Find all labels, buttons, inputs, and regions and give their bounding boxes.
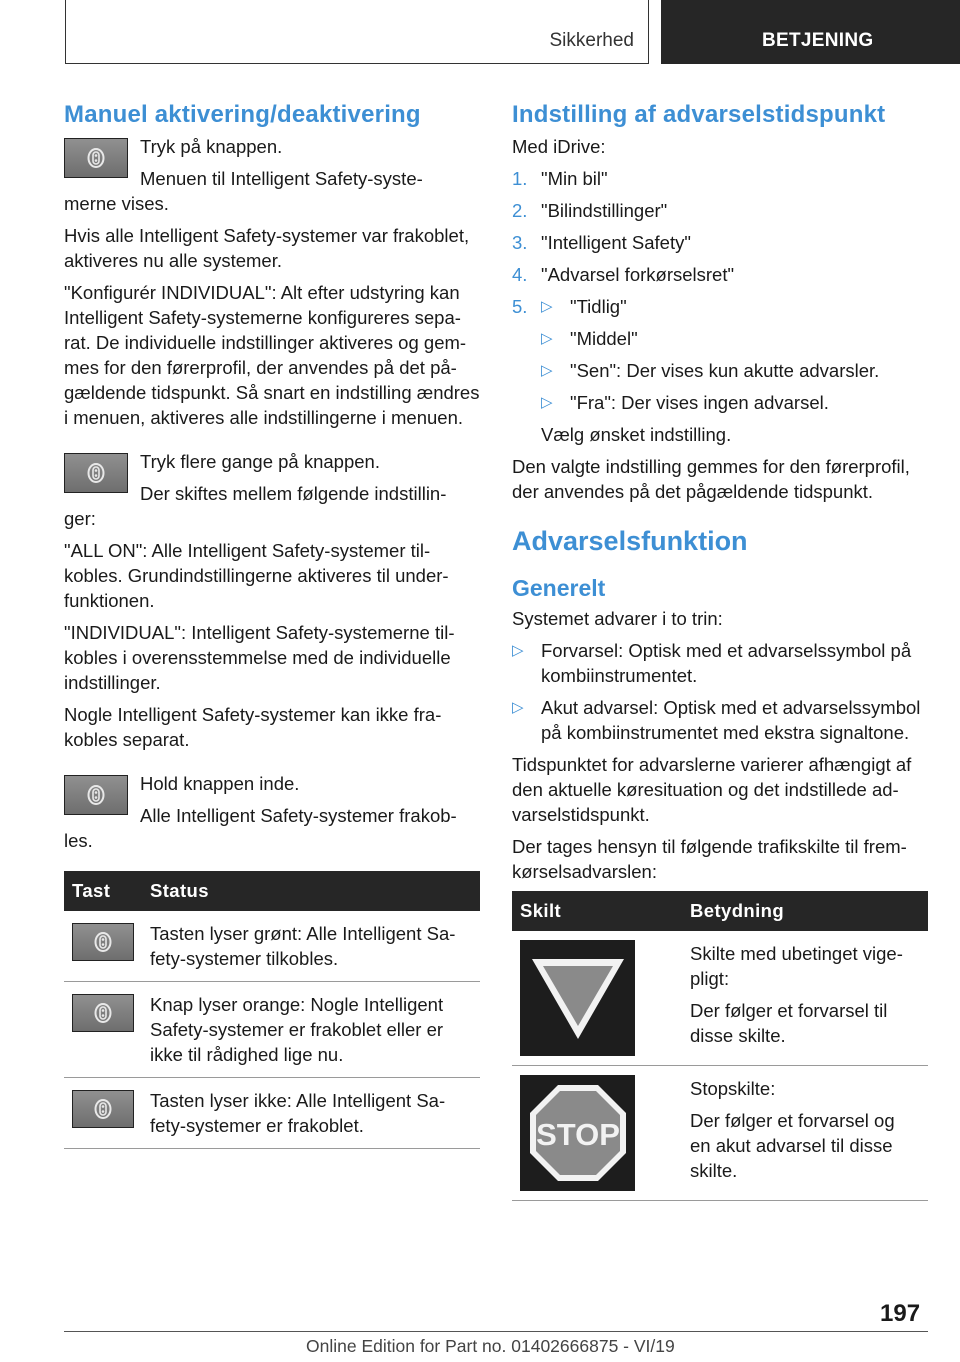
paragraph: Med iDrive: (512, 136, 606, 157)
button-instruction-press-repeat (64, 449, 480, 506)
header-section-title: Sikkerhed (549, 30, 634, 51)
safety-button-icon (64, 453, 128, 493)
paragraph: Vælg ønsket indstilling. (541, 424, 732, 445)
list-item: 5. ▷ "Tidlig" ▷ "Middel" ▷ "Sen": Der vises kun akutte advarsler. ▷ "Fra": Der vises ingen advarsel. (512, 294, 928, 415)
table-row (512, 1066, 928, 1201)
triangle-bullet-icon: ▷ (541, 330, 553, 347)
paragraph: Tidspunktet for advarslerne varierer afhængigt af den aktuelle køresituation og det indstillede advarselstidspunkt. (512, 754, 912, 825)
text: ger: (64, 508, 96, 529)
list-item: 2. "Bilindstillinger" (512, 200, 668, 221)
triangle-bullet-icon: ▷ (512, 642, 524, 659)
safety-button-off-icon (72, 1090, 134, 1128)
triangle-bullet-icon: ▷ (541, 298, 553, 315)
right-column (512, 100, 928, 1201)
button-instruction-hold (64, 771, 480, 828)
list-item: 4. "Advarsel forkørselsret" (512, 264, 735, 285)
triangle-bullet-icon: ▷ (512, 699, 524, 716)
yield-sign-icon (520, 940, 635, 1056)
list-item: 3. "Intelligent Safety" (512, 232, 691, 253)
text: Menuen til Intelligent Safety-syste- (140, 168, 423, 189)
text: Skilte med ubetinget vigepligt: (690, 943, 903, 989)
paragraph: Den valgte indstilling gemmes for den førerprofil, der anvendes på det pågældende tidspunkt. (512, 456, 910, 502)
traffic-signs-table (512, 891, 928, 1201)
table-row (512, 931, 928, 1066)
paragraph: Der tages hensyn til følgende trafikskilte til fremkørselsadvarslen: (512, 836, 907, 882)
text: Tryk flere gange på knappen. (140, 451, 380, 472)
text: merne vises. (64, 193, 169, 214)
paragraph: "ALL ON": Alle Intelligent Safety-systemer tilkobles. Grundindstillingerne aktiveres til underfunktionen. (64, 540, 449, 611)
idrive-steps (512, 166, 928, 415)
header-section-box (65, 0, 649, 64)
list-item: ▷ "Middel" (541, 328, 638, 349)
table-header-meaning: Betydning (682, 891, 928, 931)
footer-divider (64, 1331, 928, 1332)
list-item: ▷ "Tidlig" (541, 296, 627, 317)
list-item: ▷ "Fra": Der vises ingen advarsel. (541, 392, 829, 413)
triangle-bullet-icon: ▷ (541, 394, 553, 411)
paragraph: Hvis alle Intelligent Safety-systemer var frakoblet, aktiveres nu alle systemer. (64, 225, 470, 271)
table-header-key: Tast (64, 871, 142, 911)
header-chapter-title: BETJENING (762, 30, 874, 51)
header-chapter-box (661, 0, 960, 64)
paragraph: "Konfigurér INDIVIDUAL": Alt efter udstyring kan Intelligent Safety-systemerne konfigureres separat. De individuelle indstillinger aktiveres og gemmes for den førerprofil, der anvendes på det pågældende tidspunkt. Så snart en indstilling ændres i menuen, aktiveres alle indstillingerne i menuen. (64, 282, 480, 428)
list-item: 1. "Min bil" (512, 168, 608, 189)
heading-manual-activation: Manuel aktivering/deaktivering (64, 101, 421, 128)
text: Der følger et forvarsel til disse skilte. (690, 1000, 888, 1046)
warning-options (541, 294, 928, 415)
table-header-status: Status (142, 871, 480, 911)
list-item: ▷ "Sen": Der vises kun akutte advarsler. (541, 360, 880, 381)
safety-button-icon (64, 138, 128, 178)
table-row (64, 911, 480, 982)
paragraph: "INDIVIDUAL": Intelligent Safety-systemerne tilkobles i overensstemmelse med de individuelle indstillinger. (64, 622, 455, 693)
heading-warning-function: Advarselsfunktion (512, 526, 748, 556)
table-cell-status: Knap lyser orange: Nogle Intelligent Safety-systemer er frakoblet eller er ikke til rådighed lige nu. (142, 982, 480, 1078)
safety-button-icon (64, 775, 128, 815)
button-status-table (64, 871, 480, 1149)
safety-button-green-icon (72, 923, 134, 961)
button-instruction-press (64, 134, 480, 191)
table-row (64, 982, 480, 1078)
triangle-bullet-icon: ▷ (541, 362, 553, 379)
text: Alle Intelligent Safety-systemer frakob- (140, 805, 457, 826)
table-cell-status: Tasten lyser grønt: Alle Intelligent Safety-systemer tilkobles. (142, 911, 480, 982)
warning-stages (512, 638, 928, 745)
text: Tryk på knappen. (140, 136, 283, 157)
page-number: 197 (880, 1300, 921, 1327)
safety-button-orange-icon (72, 994, 134, 1032)
text: Der følger et forvarsel og en akut advarsel til disse skilte. (690, 1110, 895, 1181)
stop-sign-icon (520, 1075, 635, 1191)
footer-edition: Online Edition for Part no. 01402666875 - VI/19 (306, 1336, 675, 1356)
text: les. (64, 830, 93, 851)
paragraph: Nogle Intelligent Safety-systemer kan ikke frakobles separat. (64, 704, 442, 750)
left-column (64, 100, 480, 1149)
heading-general: Generelt (512, 575, 606, 601)
text: Der skiftes mellem følgende indstillin- (140, 483, 447, 504)
paragraph: Systemet advarer i to trin: (512, 608, 723, 629)
table-header-sign: Skilt (512, 891, 682, 931)
text: Hold knappen inde. (140, 773, 300, 794)
list-item: ▷ Akut advarsel: Optisk med et advarselssymbol på kombiinstrumentet med ekstra signaltone. (512, 697, 921, 743)
text: Stopskilte: (690, 1078, 776, 1099)
table-row (64, 1078, 480, 1149)
heading-warning-time: Indstilling af advarselstidspunkt (512, 101, 886, 128)
list-item: ▷ Forvarsel: Optisk med et advarselssymbol på kombiinstrumentet. (512, 640, 912, 686)
stop-sign-text: STOP (535, 1117, 620, 1152)
table-cell-status: Tasten lyser ikke: Alle Intelligent Safety-systemer er frakoblet. (142, 1078, 480, 1149)
